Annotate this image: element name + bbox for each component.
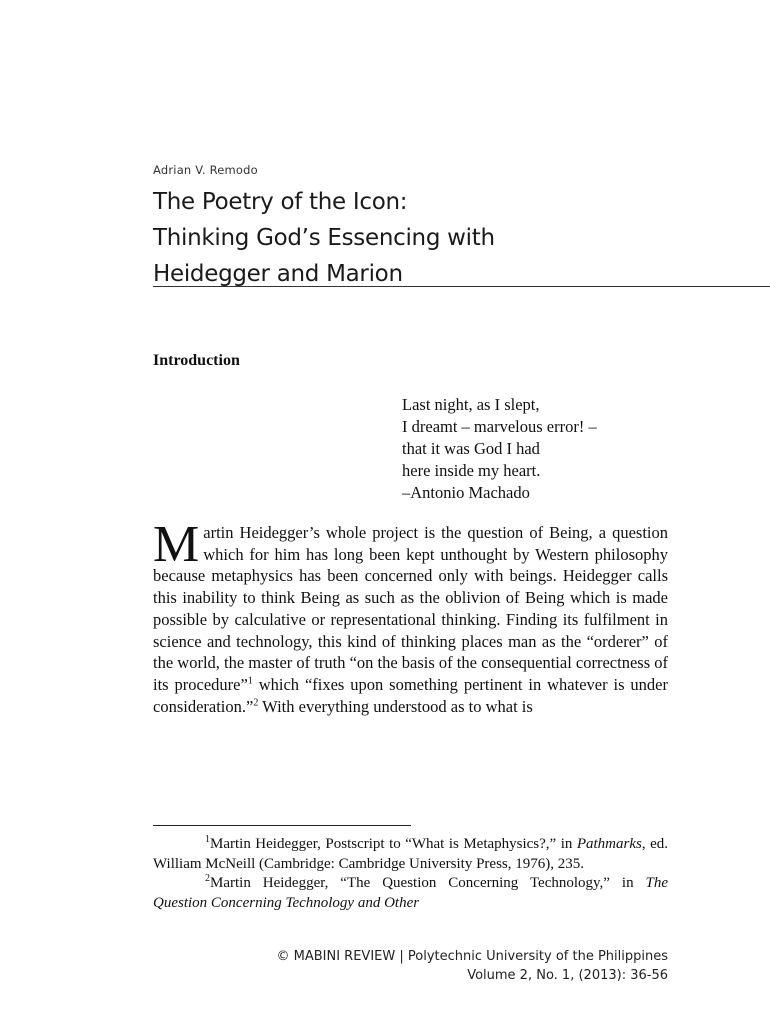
title-line-1: The Poetry of the Icon: (153, 189, 408, 215)
title-line-2: Thinking God’s Essencing with (153, 225, 495, 251)
footer-journal: © MABINI REVIEW | Polytechnic University of the Philippines (276, 949, 668, 964)
section-heading: Introduction (153, 352, 240, 369)
footnote-ref-1: 1 (247, 675, 253, 687)
epigraph (402, 394, 597, 504)
footnote-text: Martin Heidegger, Postscript to “What is Metaphysics?,” in (210, 836, 577, 852)
footnotes (153, 835, 668, 913)
epigraph-line: I dreamt – marvelous error! – (402, 417, 597, 436)
page-footer (277, 947, 669, 985)
title-line-3: Heidegger and Marion (153, 261, 403, 287)
epigraph-line: here inside my heart. (402, 461, 541, 480)
epigraph-attribution: –Antonio Machado (402, 483, 530, 502)
footnote-text: , ed. William McNeill (Cambridge: Cambridge University Press, 1976), 235. (153, 836, 668, 872)
body-text-part: which “fixes upon something pertinent in whatever is under consideration.” (153, 674, 668, 716)
epigraph-line: Last night, as I slept, (402, 395, 540, 414)
title-divider (153, 286, 770, 287)
article-title (153, 184, 713, 292)
footnote-divider (153, 825, 411, 826)
body-text-part: artin Heidegger’s whole project is the question of Being, a question which for him has long been kept unthought by Western philosophy because metaphysics has been concerned only with beings. Heidegger calls this inability to think Being as such as the oblivion of Being which is made possible by calculative or representational thinking. Finding its fulfilment in science and technology, this kind of thinking places man as the “orderer” of the world, the master of truth “on the basis of the consequential correctness of its procedure” (153, 523, 669, 694)
footnote-title-italic: Pathmarks (576, 836, 642, 852)
body-paragraph (153, 516, 669, 717)
footnote-number: 2 (205, 873, 210, 884)
footnote-1 (153, 835, 668, 874)
author-name: Adrian V. Remodo (153, 163, 258, 177)
footnote-number: 1 (205, 834, 210, 845)
drop-cap: M (153, 516, 200, 573)
footnote-2 (153, 874, 668, 913)
footnote-ref-2: 2 (253, 697, 259, 709)
footnote-title-italic: The Question Concerning Technology and Other (153, 875, 668, 911)
body-text-part: With everything understood as to what is (258, 696, 533, 716)
epigraph-line: that it was God I had (402, 439, 540, 458)
footer-volume: Volume 2, No. 1, (2013): 36-56 (467, 968, 668, 983)
footnote-text: Martin Heidegger, “The Question Concerning Technology,” in (210, 875, 646, 891)
